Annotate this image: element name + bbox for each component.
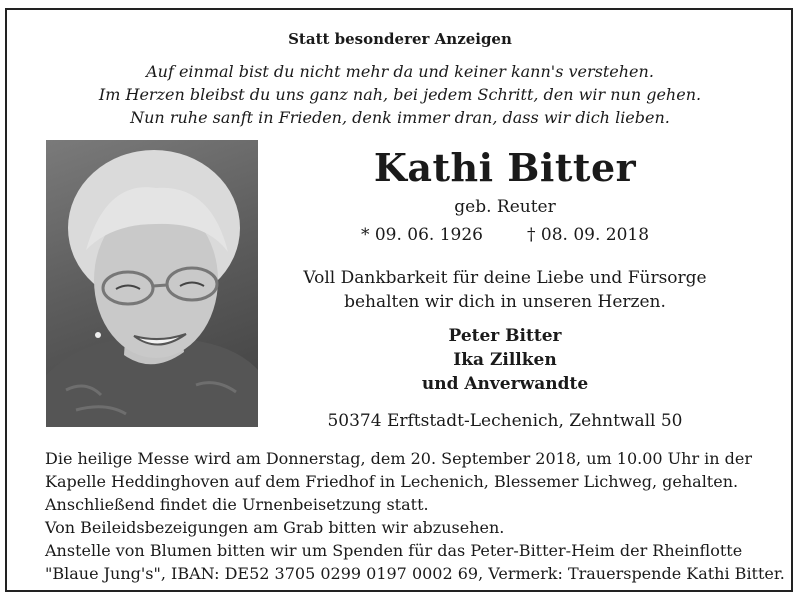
portrait-photo [46,140,258,427]
portrait-illustration [46,140,258,427]
address: 50374 Erftstadt-Lechenich, Zehntwall 50 [327,411,683,431]
birth-name: geb. Reuter [454,197,556,217]
body-line: Anstelle von Blumen bitten wir um Spenden für das Peter-Bitter-Heim der Rheinflotte [45,541,743,560]
poem-line: Nun ruhe sanft in Frieden, denk immer dran, dass wir dich lieben. [130,108,670,127]
life-dates [250,225,760,245]
poem-line: Im Herzen bleibst du uns ganz nah, bei jedem Schritt, den wir nun gehen. [98,85,702,104]
thanks-line: Voll Dankbarkeit für deine Liebe und Fürsorge [303,268,707,288]
notice-header: Statt besonderer Anzeigen [288,30,512,48]
service-details [45,447,785,585]
body-line: Von Beileidsbezeigungen am Grab bitten wir abzusehen. [45,518,505,537]
deceased-name: Kathi Bitter [373,145,637,190]
body-line: Die heilige Messe wird am Donnerstag, dem 20. September 2018, um 10.00 Uhr in der [45,449,753,468]
mourner-name: und Anverwandte [421,374,589,394]
mourner-name: Ika Zillken [453,350,557,370]
body-line: "Blaue Jung's", IBAN: DE52 3705 0299 0197 0002 69, Vermerk: Trauerspende Kathi Bitter. [45,564,785,583]
body-line: Kapelle Heddinghoven auf dem Friedhof in Lechenich, Blessemer Lichweg, gehalten. [45,472,739,491]
mourner-name: Peter Bitter [448,326,562,346]
death-date: † 08. 09. 2018 [527,225,650,245]
birth-date: * 09. 06. 1926 [360,225,483,245]
body-line: Anschließend findet die Urnenbeisetzung statt. [45,495,429,514]
thanks-text [250,266,760,314]
mourners-list [250,324,760,396]
poem [0,60,800,129]
thanks-line: behalten wir dich in unseren Herzen. [344,292,666,312]
poem-line: Auf einmal bist du nicht mehr da und keiner kann's verstehen. [146,62,654,81]
